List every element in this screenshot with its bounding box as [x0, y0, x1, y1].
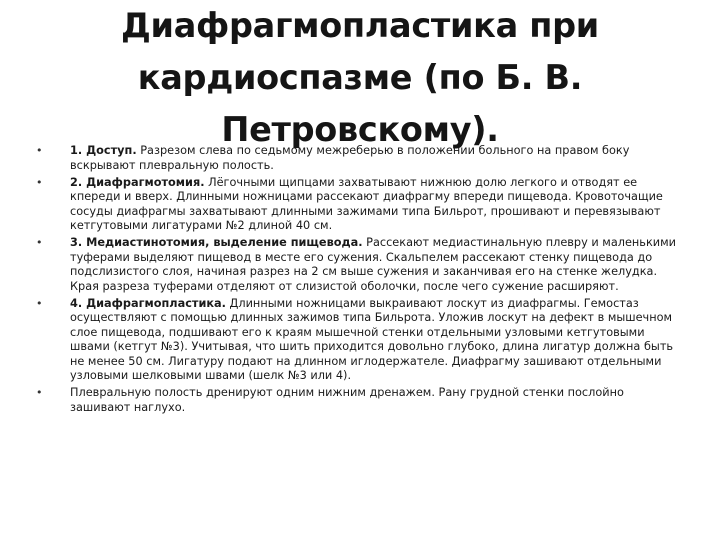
bullet-text: Лёгочными щипцами захватывают нижнюю долю легкого и отводят ее кпереди и вверх. Длинными ножницами рассекают диафрагму впереди пищевода. Кровоточащие сосуды диафрагмы захватывают длинными зажимами типа Бильрот, прошивают и перевязывают кетгутовыми лигатурами №2 длиной 40 см.	[70, 175, 663, 232]
bullet-text: Плевральную полость дренируют одним нижним дренажем. Рану грудной стенки послойно зашивают наглухо.	[70, 386, 624, 414]
slide-title	[100, 0, 620, 156]
bullet-dot-icon: •	[36, 296, 43, 310]
bullet-text: Разрезом слева по седьмому межреберью в положении больного на правом боку вскрывают плевральную полость.	[70, 144, 630, 172]
slide-title-line-3: Петровскому).	[221, 110, 499, 149]
bullet-text: Рассекают медиастинальную плевру и маленькими туферами выделяют пищевод в месте его сужения. Скальпелем рассекают стенку пищевода до подслизистого слоя, начиная разрез на 2 см выше сужения и заканчивая его на стенке желудка. Края разреза туферами отделяют от слизистой оболочки, после чего сужение расширяют.	[70, 236, 676, 293]
bullet-item-drainage	[36, 386, 686, 415]
bullet-heading: 2. Диафрагмотомия.	[70, 175, 205, 189]
bullet-item-mediastinotomy	[36, 236, 686, 294]
slide-title-line-2: кардиоспазме (по Б. В.	[137, 58, 583, 97]
bullet-heading: 1. Доступ.	[70, 144, 137, 157]
bullet-list	[36, 144, 686, 418]
bullet-item-diaphragmoplasty	[36, 297, 686, 384]
bullet-heading: 3. Медиастинотомия, выделение пищевода.	[70, 236, 363, 249]
bullet-item-access	[36, 144, 686, 173]
bullet-text: Длинными ножницами выкраивают лоскут из диафрагмы. Гемостаз осуществляют с помощью длинных зажимов типа Бильрота. Уложив лоскут на дефект в мышечном слое пищевода, подшивают его к краям мышечной стенки отдельными узловыми кетгутовыми швами (кетгут №3). Учитывая, что шить приходится довольно глубоко, длина лигатур должна быть не менее 50 см. Лигатуру подают на длинном иглодержателе. Диафрагму зашивают отдельными узловыми шелковыми швами (шелк №3 или 4).	[70, 296, 674, 382]
bullet-dot-icon: •	[36, 144, 43, 157]
bullet-item-diaphragmotomy	[36, 176, 686, 234]
bullet-dot-icon: •	[36, 386, 43, 399]
bullet-heading: 4. Диафрагмопластика.	[70, 296, 226, 310]
slide-title-line-1: Диафрагмопластика при	[121, 6, 599, 45]
bullet-dot-icon: •	[36, 236, 43, 249]
bullet-dot-icon: •	[36, 175, 43, 189]
